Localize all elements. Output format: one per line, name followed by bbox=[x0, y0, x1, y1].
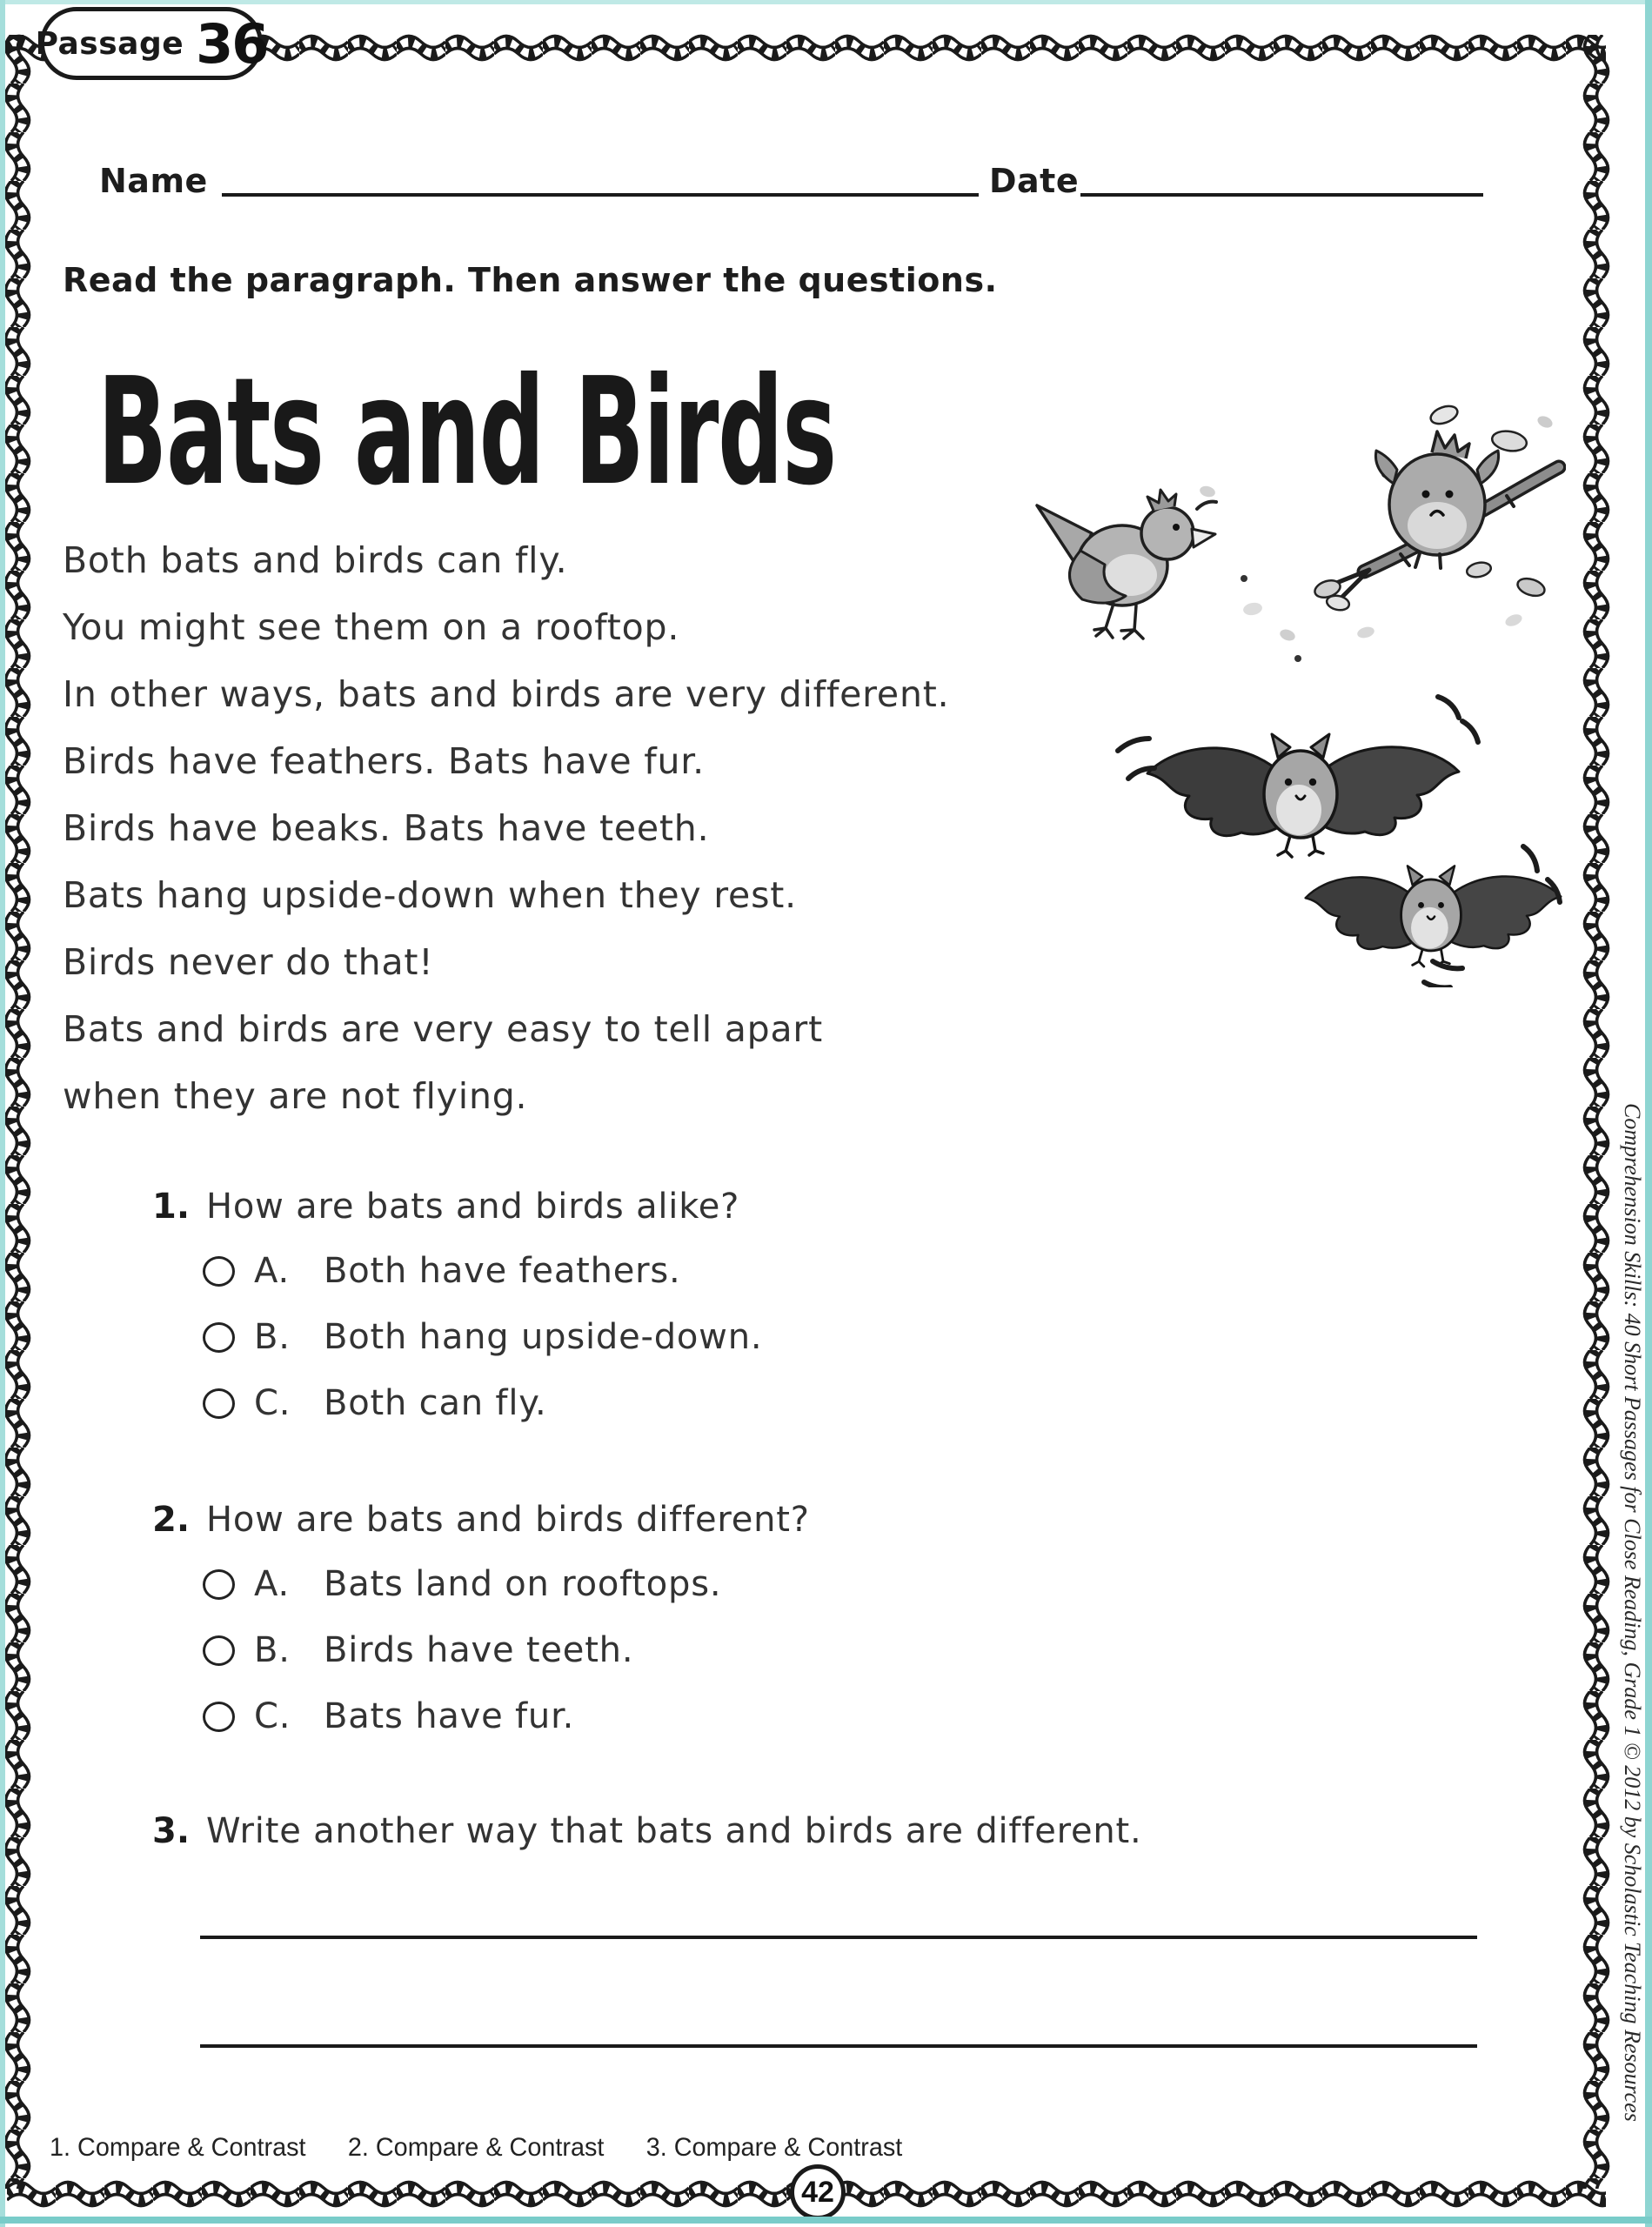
question-text: Write another way that bats and birds are different. bbox=[206, 1811, 1142, 1851]
answer-radio[interactable] bbox=[203, 1702, 235, 1732]
passage-line: Both bats and birds can fly. bbox=[63, 539, 568, 581]
option-letter: B. bbox=[254, 1317, 291, 1357]
passage-line: Bats and birds are very easy to tell apart bbox=[63, 1008, 823, 1050]
scan-edge-right bbox=[1645, 0, 1652, 2227]
passage-line: when they are not flying. bbox=[63, 1075, 528, 1117]
answer-radio[interactable] bbox=[203, 1635, 235, 1666]
question-number: 1. bbox=[152, 1187, 191, 1227]
option-letter: A. bbox=[254, 1564, 290, 1604]
page-title: Bats and Birds bbox=[97, 346, 836, 518]
question-number: 2. bbox=[152, 1500, 191, 1540]
footer-skill-3: 3. Compare & Contrast bbox=[645, 2133, 903, 2162]
border-chain-left bbox=[2, 35, 33, 2189]
copyright-side-text: Comprehension Skills: 40 Short Passages for Close Reading, Grade 1 © 2012 by Scholastic Teaching Resources bbox=[1620, 1103, 1645, 2122]
passage-label: Passage bbox=[35, 25, 184, 62]
answer-radio[interactable] bbox=[203, 1388, 235, 1419]
passage-line: Birds have beaks. Bats have teeth. bbox=[63, 807, 710, 849]
answer-write-line-2[interactable] bbox=[200, 2044, 1477, 2048]
date-input-line[interactable] bbox=[1080, 193, 1483, 197]
page-number-badge bbox=[790, 2164, 846, 2220]
option-text: Both can fly. bbox=[324, 1383, 547, 1423]
option-row bbox=[203, 1562, 810, 1606]
option-text: Birds have teeth. bbox=[324, 1630, 634, 1670]
option-text: Both have feathers. bbox=[324, 1251, 681, 1291]
passage-number: 36 bbox=[196, 11, 268, 76]
option-row bbox=[203, 1628, 810, 1672]
option-letter: C. bbox=[254, 1383, 291, 1423]
question-text: How are bats and birds different? bbox=[206, 1500, 810, 1540]
date-label: Date bbox=[989, 162, 1080, 200]
option-letter: A. bbox=[254, 1251, 290, 1291]
scan-edge-bottom bbox=[0, 2217, 1652, 2224]
passage-line: Birds never do that! bbox=[63, 941, 434, 983]
answer-radio[interactable] bbox=[203, 1256, 235, 1287]
option-text: Bats have fur. bbox=[324, 1696, 575, 1736]
passage-badge bbox=[35, 7, 268, 80]
answer-radio[interactable] bbox=[203, 1322, 235, 1353]
scan-edge-top bbox=[0, 0, 1652, 4]
scan-edge-left bbox=[0, 0, 5, 2227]
option-row bbox=[203, 1695, 810, 1738]
passage-text bbox=[63, 527, 949, 1130]
option-row bbox=[203, 1249, 762, 1293]
passage-line: Birds have feathers. Bats have fur. bbox=[63, 740, 705, 782]
footer-skills bbox=[50, 2133, 938, 2163]
name-label: Name bbox=[99, 162, 208, 200]
bats-illustration bbox=[1083, 683, 1579, 987]
instruction-text: Read the paragraph. Then answer the questions. bbox=[63, 261, 998, 299]
option-row bbox=[203, 1381, 762, 1425]
footer-skill-1: 1. Compare & Contrast bbox=[50, 2133, 306, 2162]
option-letter: B. bbox=[254, 1630, 291, 1670]
page-number: 42 bbox=[801, 2175, 834, 2209]
option-text: Bats land on rooftops. bbox=[324, 1564, 722, 1604]
option-letter: C. bbox=[254, 1696, 291, 1736]
option-row bbox=[203, 1315, 762, 1359]
name-input-line[interactable] bbox=[222, 193, 979, 197]
birds-illustration bbox=[992, 387, 1566, 665]
footer-skill-2: 2. Compare & Contrast bbox=[347, 2133, 605, 2162]
passage-line: You might see them on a rooftop. bbox=[63, 606, 680, 648]
question-text: How are bats and birds alike? bbox=[206, 1187, 740, 1227]
answer-write-line-1[interactable] bbox=[200, 1936, 1477, 1939]
option-text: Both hang upside-down. bbox=[324, 1317, 763, 1357]
passage-line: In other ways, bats and birds are very different. bbox=[63, 673, 950, 715]
border-chain-right bbox=[1581, 35, 1612, 2189]
answer-radio[interactable] bbox=[203, 1569, 235, 1600]
passage-line: Bats hang upside-down when they rest. bbox=[63, 874, 797, 916]
question-number: 3. bbox=[152, 1811, 191, 1851]
question-2 bbox=[152, 1498, 810, 1761]
question-1 bbox=[152, 1185, 762, 1448]
question-3 bbox=[152, 1809, 1142, 1874]
